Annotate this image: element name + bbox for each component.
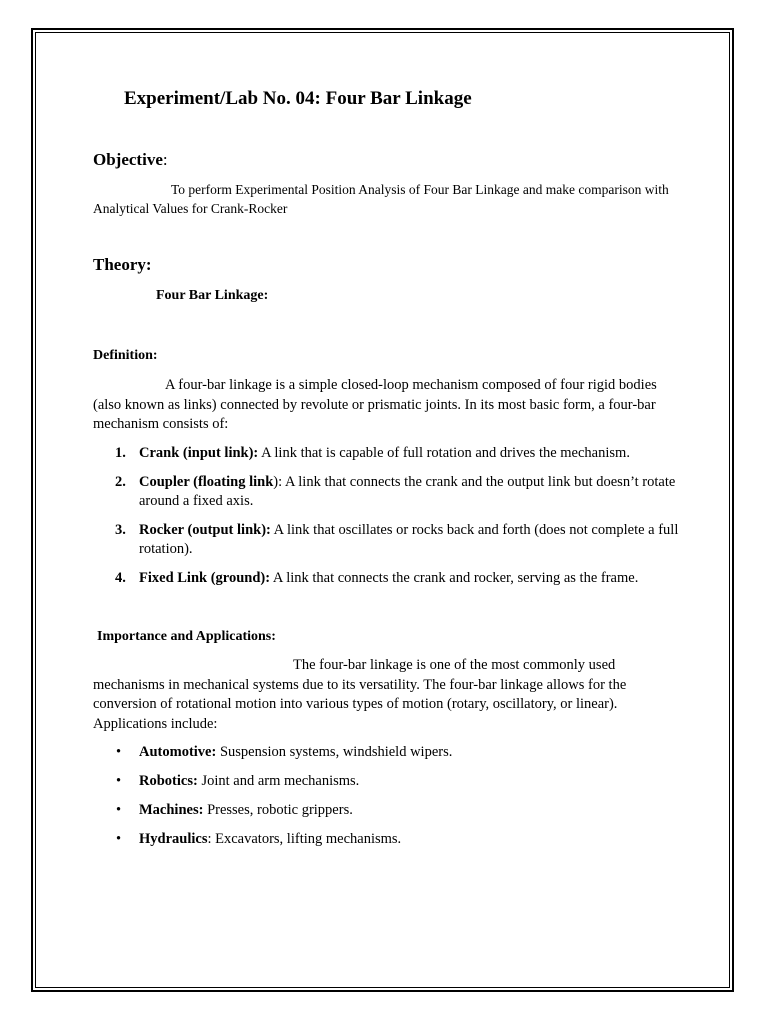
- document-title: Experiment/Lab No. 04: Four Bar Linkage: [124, 88, 472, 109]
- definition-text: A four-bar linkage is a simple closed-loop mechanism composed of four rigid bodies (also known as links) connected by revolute or prismatic joints. In its most basic form, a four-bar mechanism consists of:: [93, 377, 657, 433]
- applications-list: [93, 743, 683, 850]
- list-item-term: Machines:: [139, 802, 204, 819]
- list-item: • Automotive: Suspension systems, windshield wipers.: [116, 744, 453, 760]
- list-item-desc: Suspension systems, windshield wipers.: [216, 744, 453, 760]
- list-item: • Machines: Presses, robotic grippers.: [116, 802, 353, 819]
- list-item-term: Automotive:: [139, 744, 217, 760]
- list-item: 4. Fixed Link (ground): A link that connects the crank and rocker, serving as the frame.: [115, 569, 639, 586]
- list-item-desc: : Excavators, lifting mechanisms.: [207, 831, 402, 848]
- link-types-list: [93, 444, 683, 589]
- list-item: 2. Coupler (floating link): A link that connects the crank and the output link but doesn’t rotate around a fixed axis.: [115, 473, 676, 510]
- applications-heading: Importance and Applications:: [97, 629, 276, 644]
- list-item-term: Rocker (output link):: [139, 521, 271, 538]
- theory-subheading: Four Bar Linkage:: [156, 288, 269, 303]
- list-item: • Robotics: Joint and arm mechanisms.: [116, 773, 360, 790]
- list-item-term: Hydraulics: [139, 831, 208, 848]
- objective-heading: Objective:: [93, 150, 168, 169]
- list-item-desc: Presses, robotic grippers.: [203, 802, 353, 819]
- list-item: 3. Rocker (output link): A link that oscillates or rocks back and forth (does not complete a full rotation).: [115, 521, 679, 558]
- list-item-term: Coupler (floating link: [139, 473, 274, 490]
- list-item-desc: Joint and arm mechanisms.: [197, 773, 360, 790]
- list-item-desc: A link that is capable of full rotation and drives the mechanism.: [258, 445, 630, 461]
- list-item-term: Robotics:: [139, 773, 198, 790]
- list-item: 1. Crank (input link): A link that is capable of full rotation and drives the mechanism.: [115, 445, 630, 461]
- list-item-term: Crank (input link):: [139, 445, 259, 461]
- list-item-desc: A link that oscillates or rocks back and forth (does not complete a full rotation).: [139, 521, 679, 558]
- list-item-term: Fixed Link (ground):: [139, 569, 271, 586]
- list-item-desc: A link that connects the crank and rocker, serving as the frame.: [270, 569, 639, 586]
- applications-text: The four-bar linkage is one of the most commonly used mechanisms in mechanical systems due to its versatility. The four-bar linkage allows for the conversion of rotational motion into various types of motion (rotary, oscillatory, or linear). Applications include:: [93, 657, 627, 732]
- definition-heading: Definition:: [93, 348, 158, 363]
- list-item: • Hydraulics: Excavators, lifting mechanisms.: [116, 831, 402, 848]
- objective-text: To perform Experimental Position Analysis of Four Bar Linkage and make comparison with Analytical Values for Crank-Rocker: [93, 182, 669, 216]
- list-item-desc: ): A link that connects the crank and the output link but doesn’t rotate around a fixed axis.: [139, 473, 676, 510]
- theory-heading: Theory:: [93, 255, 152, 274]
